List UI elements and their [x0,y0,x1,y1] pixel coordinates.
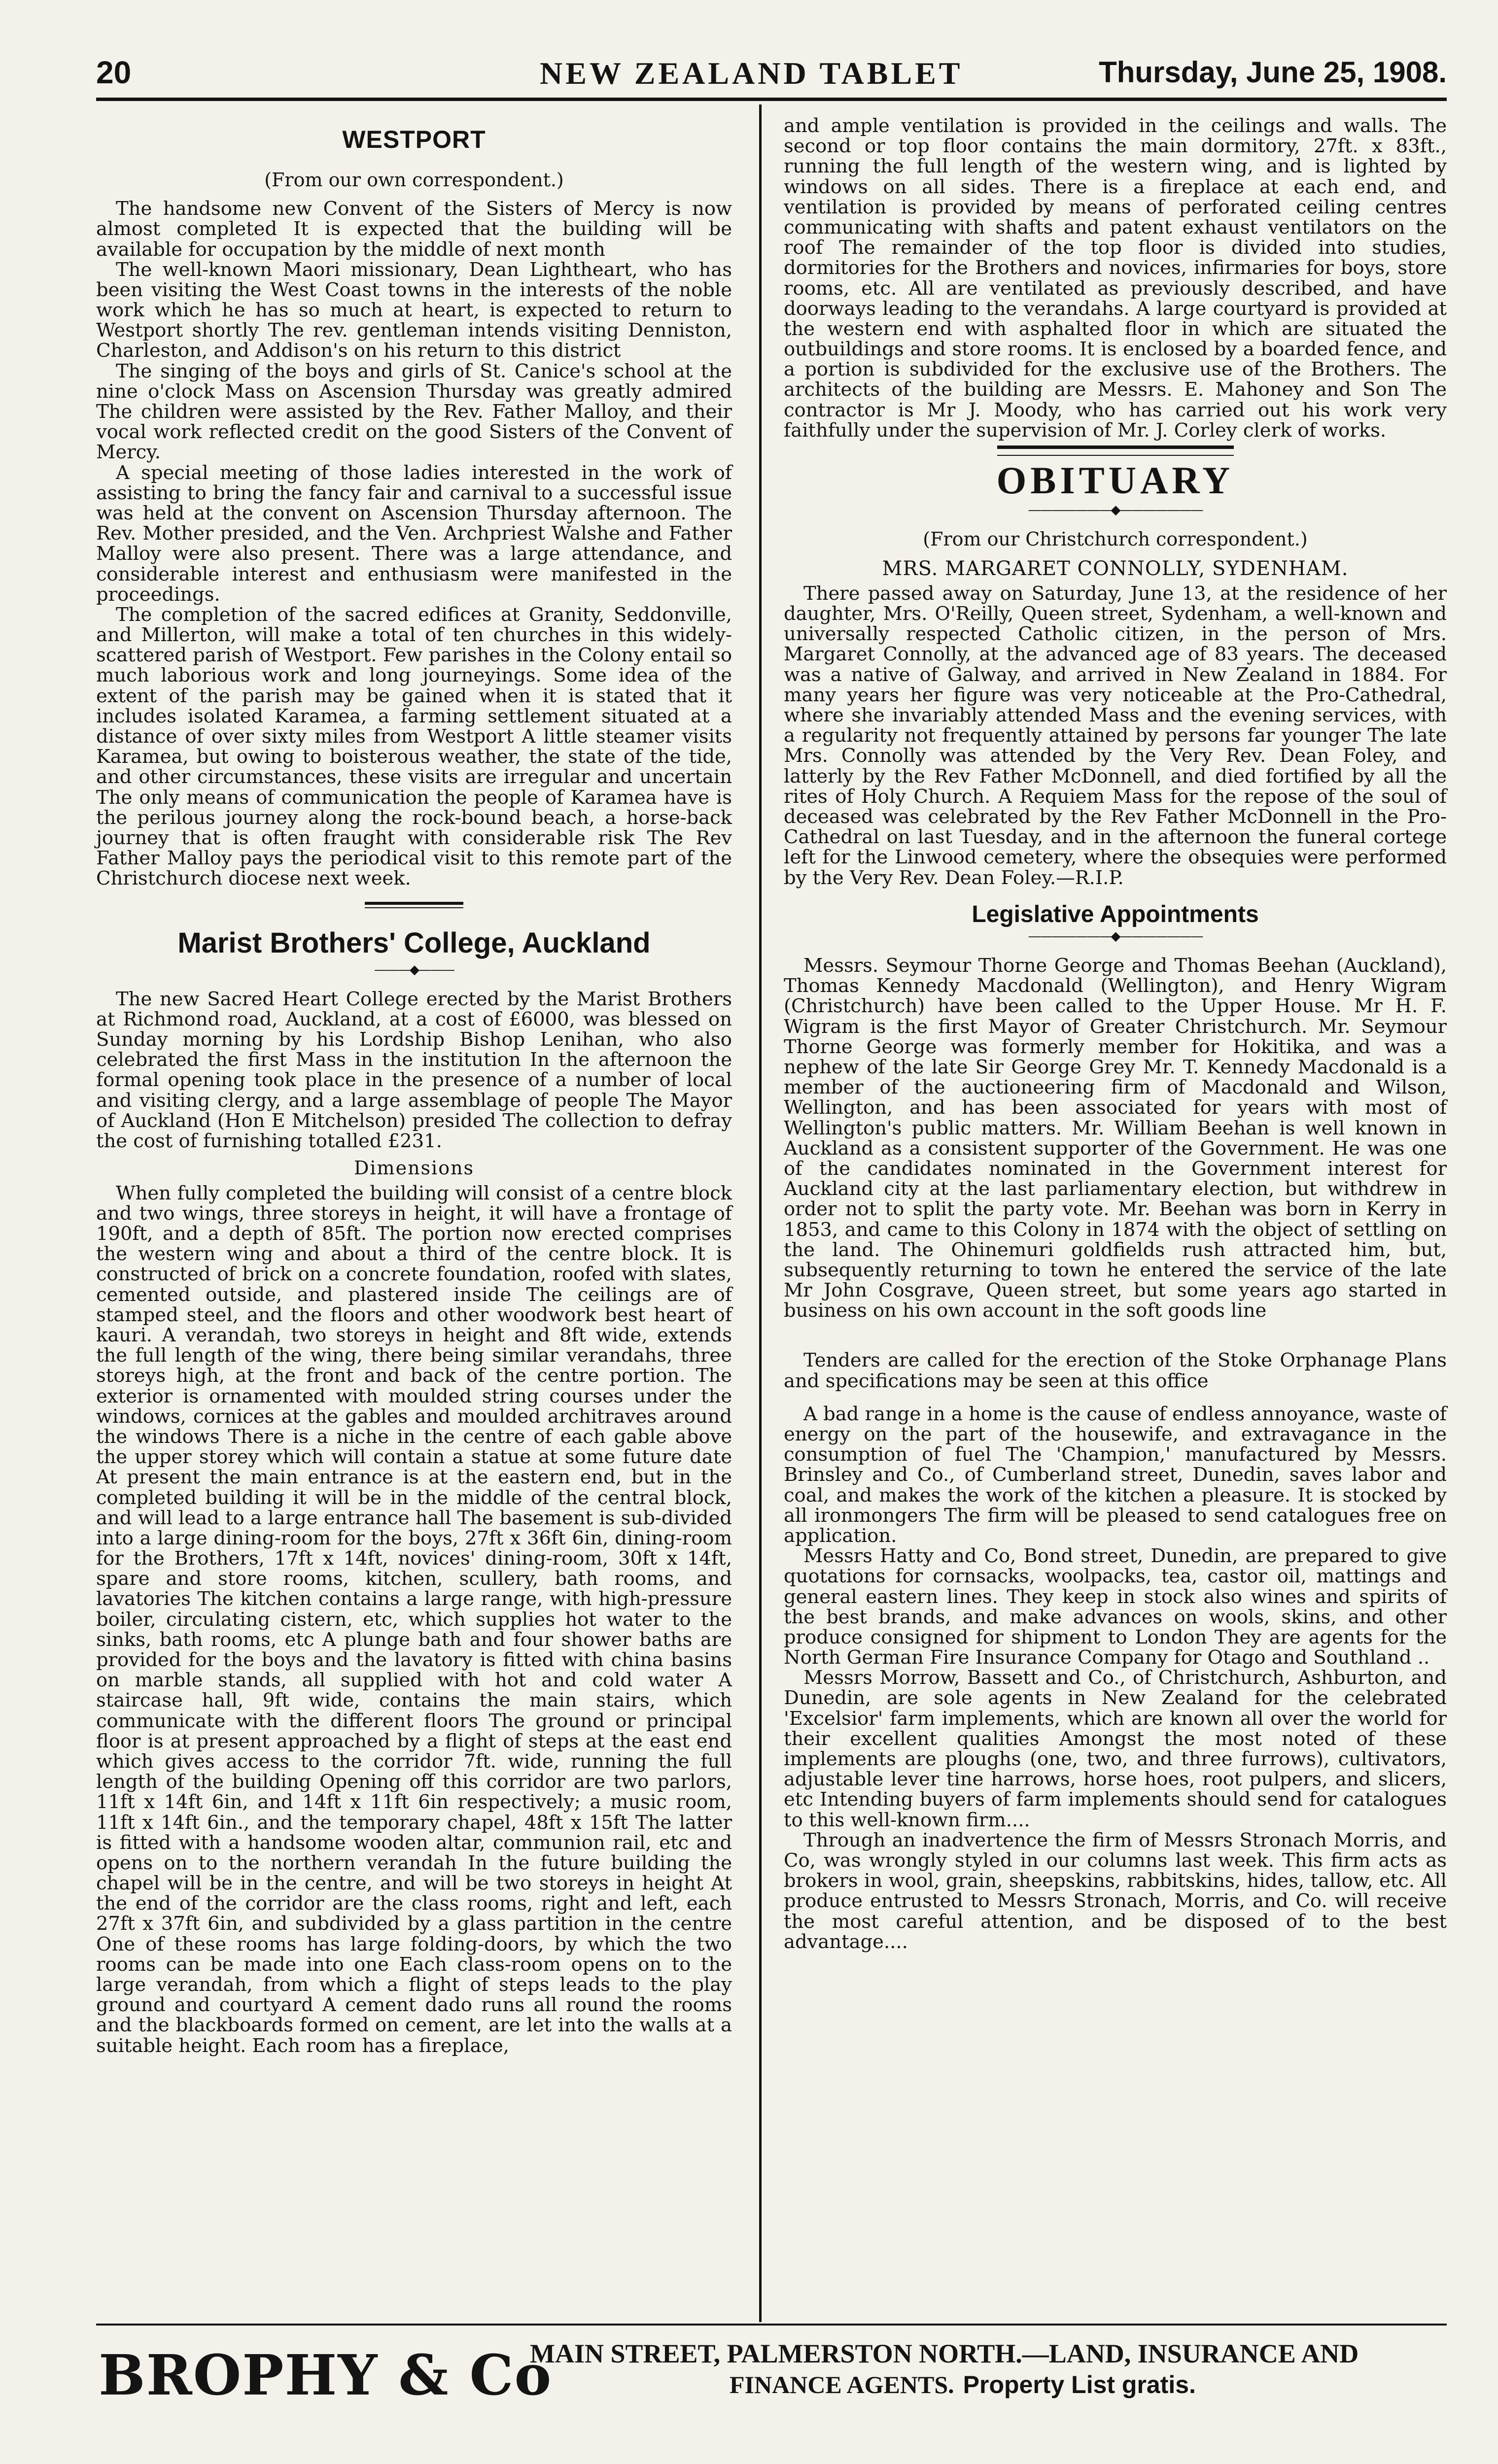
marist-heading: Marist Brothers' College, Auckland [177,926,651,959]
page-number: 20 [96,55,132,90]
header-rule [96,98,1447,101]
obituary-byline: (From our Christchurch correspondent.) [923,528,1308,550]
westport-paragraph: A special meeting of those ladies interested in the work of assisting to bring the fancy fair and carnival to a successful issue was held at the convent on Ascension Thursday afternoon. The Rev. Mother presided, and the Ven. Archpriest Walshe and Father Malloy were also present. There was a large attendance, and considerable interest and enthusiasm were manifested in the proceedings. [96,461,732,606]
notice-paragraph: Through an inadvertence the firm of Messrs Stronach Morris, and Co, was wrongly styled in our columns last week. This firm acts as brokers in wool, grain, sheepskins, rabbitskins, hides, tallow, etc. All produce entrusted to Messrs Stronach, Morris, and Co. will receive the most careful attention, and be disposed of to the best advantage.... [784,1829,1447,1953]
obituary-paragraph: There passed away on Saturday, June 13, at the residence of her daughter, Mrs. O'Reilly, Queen street, Sydenham, a well-known and universally respected Catholic citizen, in the person of Mrs. Margaret Connolly, at the advanced age of 83 years. The deceased was a native of Galway, and arrived in New Zealand in 1884. For many years her figure was very noticeable at the Pro-Cathedral, where she invariably attended Mass and the evening services, with a regularity not frequently attained by persons far younger The late Mrs. Connolly was attended by the Very Rev. Dean Foley, and latterly by the Rev Father McDonnell, and died fortified by all the rites of Holy Church. A Requiem Mass for the repose of the soul of deceased was celebrated by the Rev Father McDonnell in the Pro-Cathedral on last Tuesday, and in the afternoon the funeral cortege left for the Linwood cemetery, where the obsequies were performed by the Very Rev. Dean Foley.—R.I.P. [784,582,1447,889]
masthead: NEW ZEALAND TABLET [540,56,963,91]
column-divider [759,104,762,2322]
left-column [96,116,732,2319]
westport-paragraph: The completion of the sacred edifices at Granity, Seddonville, and Millerton, will make a total of ten churches in this widely-scattered parish of Westport. Few parishes in the Colony entail so much laborious work and long journeyings. Some idea of the extent of the parish may be gained when it is stated that it includes isolated Karamea, a farming settlement situated at a distance of over sixty miles from Westport A little steamer visits Karamea, but owing to boisterous weather, the state of the tide, and other circumstances, these visits are irregular and uncertain The only means of communication the people of Karamea have is the perilous journey along the rock-bound beach, a horse-back journey that is often fraught with considerable risk The Rev Father Malloy pays the periodical visit to this remote part of the Christchurch diocese next week. [96,603,732,890]
issue-date: Thursday, June 25, 1908. [1099,56,1447,89]
notice-paragraph: Messrs Morrow, Bassett and Co., of Christchurch, Ashburton, and Dunedin, are sole agents in New Zealand for the celebrated 'Excelsior' farm implements, which are known all over the world for their excellent qualities Amongst the most noted of these implements are ploughs (one, two, and three furrows), cultivators, adjustable lever tine harrows, horse hoes, root pulpers, and slicers, etc Intending buyers of farm implements should send for catalogues to this well-known firm.... [784,1667,1447,1831]
ornament-divider: ———————◆——————— [1028,929,1203,944]
right-column [784,116,1447,2319]
dimensions-subhead: Dimensions [353,1157,475,1179]
legislative-paragraph: Messrs. Seymour Thorne George and Thomas Beehan (Auckland), Thomas Kennedy Macdonald (Wellington), and Henry Wigram (Christchurch) have been called to the Upper House. Mr H. F. Wigram is the first Mayor of Greater Christchurch. Mr. Seymour Thorne George was formerly member for Hokitika, and was a nephew of the late Sir George Grey Mr. T. Kennedy Macdonald is a member of the auctioneering firm of Macdonald and Wilson, Wellington, and has been associated for years with most of Wellington's public matters. Mr. William Beehan is well known in Auckland as a consistent supporter of the Government. He was one of the candidates nominated in the Government interest for Auckland city at the last parliamentary election, but withdrew in order not to split the party vote. Mr. Beehan was born in Kerry in 1853, and came to this Colony in 1874 with the object of settling on the land. The Ohinemuri goldfields rush attracted him, but, subsequently returning to town he entered the service of the late Mr John Cosgrave, Queen street, but some years ago started in business on his own account in the soft goods line [784,955,1447,1322]
westport-heading: WESTPORT [342,126,486,153]
spacer [784,1321,1447,1350]
westport-paragraph: The well-known Maori missionary, Dean Lightheart, who has been visiting the West Coast towns in the interests of the noble work which he has so much at heart, is expected to return to Westport shortly The rev. gentleman intends visiting Denniston, Charleston, and Addison's on his return to this district [96,258,732,362]
page-header [96,54,1447,99]
marist-intro: The new Sacred Heart College erected by the Marist Brothers at Richmond road, Auckland, at a cost of £6000, was blessed on Sunday morning by his Lordship Bishop Lenihan, who also celebrated the first Mass in the institution In the afternoon the formal opening took place in the presence of a number of local and visiting clergy, and a large assemblage of people The Mayor of Auckland (Hon E Mitchelson) presided The collection to defray the cost of furnishing totalled £231. [96,988,732,1152]
spacer [784,1391,1447,1404]
section-divider [365,902,463,908]
advertiser-address: MAIN STREET, PALMERSTON NORTH.—LAND, INSURANCE AND [530,2339,1359,2368]
marist-paragraph: When fully completed the building will consist of a centre block and two wings, three storeys in height, it will have a frontage of 190ft, and a depth of 85ft. The portion now erected comprises the western wing and about a third of the centre block. It is constructed of brick on a concrete foundation, roofed with slates, cemented outside, and plastered inside The ceilings are of stamped steel, and the floors and other woodwork best heart of kauri. A verandah, two storeys in height and 8ft wide, extends the full length of the wing, there being similar verandahs, three storeys high, at the front and back of the centre portion. The exterior is ornamented with moulded string courses under the windows, cornices at the gables and moulded architraves around the windows There is a niche in the centre of each gable above the upper storey which will contain a statue at some future date At present the main entrance is at the eastern end, but in the completed building it will be in the middle of the central block, and will lead to a large entrance hall The basement is sub-divided into a large dining-room for the boys, 27ft x 36ft 6in, dining-room for the Brothers, 17ft x 14ft, novices' dining-room, 30ft x 14ft, spare and store rooms, kitchen, scullery, bath rooms, and lavatories The kitchen contains a large range, with high-pressure boiler, circulating cistern, etc, which supplies hot water to the sinks, bath rooms, etc A plunge bath and four shower baths are provided for the boys and the lavatory is fitted with china basins on marble stands, all supplied with hot and cold water A staircase hall, 9ft wide, contains the main stairs, which communicate with the different floors The ground or principal floor is at present approached by a flight of steps at the east end which gives access to the corridor 7ft. wide, running the full length of the building Opening off this corridor are two parlors, 11ft x 14ft 6in, and 14ft x 11ft 6in respectively; a music room, 11ft x 14ft 6in., and the temporary chapel, 48ft x 15ft The latter is fitted with a handsome wooden altar, communion rail, etc and opens on to the northern verandah In the future building the chapel will be in the centre, and will be two storeys in height At the end of the corridor are the class rooms, right and left, each 27ft x 37ft 6in, and subdivided by a glass partition in the centre One of these rooms has large folding-doors, by which the two rooms can be made into one Each class-room opens on to the large verandah, from which a flight of steps leads to the play ground and courtyard A cement dado runs all round the rooms and the blackboards formed on cement, are let into the walls at a suitable height. Each room has a fireplace, [96,1182,732,2057]
advertiser-services-text: FINANCE AGENTS. [730,2371,954,2398]
ornament-divider: ———◆——— [374,962,454,977]
notice-paragraph: Tenders are called for the erection of the Stoke Orphanage Plans and specifications may be seen at this office [784,1349,1447,1392]
westport-paragraph: The singing of the boys and girls of St. Canice's school at the nine o'clock Mass on Ascension Thursday was greatly admired The children were assisted by the Rev. Father Malloy, and their vocal work reflected credit on the good Sisters of the Convent of Mercy. [96,360,732,464]
ornament-divider: ———————◆——————— [1028,503,1203,518]
notice-paragraph: Messrs Hatty and Co, Bond street, Dunedin, are prepared to give quotations for cornsacks, woolpacks, tea, castor oil, mattings and general eastern lines. They keep in stock also wines and spirits of the best brands, and make advances on wools, skins, and other produce consigned for shipment to London They are agents for the North German Fire Insurance Company for Otago and Southland .. [784,1545,1447,1669]
advertiser-services [730,2370,1196,2399]
footer-rule [96,2324,1447,2326]
advertiser-name: BROPHY & Co [99,2343,553,2408]
obituary-subhead: MRS. MARGARET CONNOLLY, SYDENHAM. [882,557,1349,581]
westport-byline: (From our own correspondent.) [264,169,564,191]
advertiser-offer: Property List gratis. [963,2371,1196,2398]
marist-paragraph-continued: and ample ventilation is provided in the ceilings and walls. The second or top floor contains the main dormitory, 27ft. x 83ft., running the full length of the western wing, and is lighted by windows on all sides. There is a fireplace at each end, and ventilation is provided by means of perforated ceiling centres communicating with shafts and patent exhaust ventilators on the roof The remainder of the top floor is divided into studies, dormitories for the Brothers and novices, infirmaries for boys, store rooms, etc. All are ventilated as previously described, and have doorways leading to the verandahs. A large courtyard is provided at the western end with asphalted floor in which are situated the outbuildings and store rooms. It is enclosed by a boarded fence, and a portion is subdivided for the exclusive use of the Brothers. The architects of the building are Messrs. E. Mahoney and Son The contractor is Mr J. Moody, who has carried out his work very faithfully under the supervision of Mr. J. Corley clerk of works. [784,115,1447,442]
obituary-rule-top [997,445,1234,456]
westport-paragraph: The handsome new Convent of the Sisters of Mercy is now almost completed It is expected that the building will be available for occupation by the middle of next month [96,198,732,261]
obituary-heading: OBITUARY [996,459,1234,502]
notice-paragraph: A bad range in a home is the cause of endless annoyance, waste of energy on the part of the housewife, and extravagance in the consumption of fuel The 'Champion,' manufactured by Messrs. Brinsley and Co., of Cumberland street, Dunedin, saves labor and coal, and makes the work of the kitchen a pleasure. It is stocked by all ironmongers The firm will be pleased to send catalogues free on application. [784,1403,1447,1547]
legislative-heading: Legislative Appointments [972,901,1259,927]
